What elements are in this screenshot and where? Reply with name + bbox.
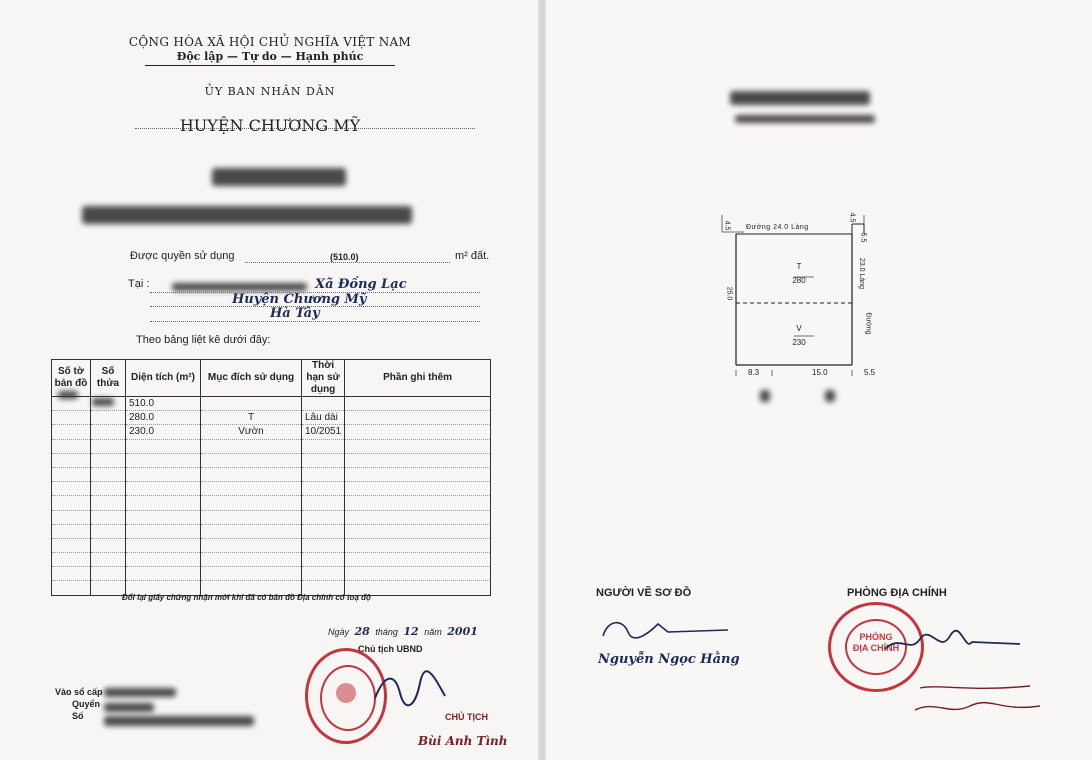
table-row [52, 453, 491, 467]
signature-name: Bùi Anh Tình [418, 734, 508, 748]
table-cell [201, 567, 302, 581]
table-cell [345, 510, 491, 524]
chairman-title: Chủ tịch UBND [358, 644, 423, 654]
table-cell [91, 510, 126, 524]
country-heading: CỘNG HÒA XÃ HỘI CHỦ NGHĨA VIỆT NAM [128, 35, 412, 49]
table-cell [201, 482, 302, 496]
table-cell [345, 538, 491, 552]
table-cell [91, 397, 126, 411]
table-cell [91, 553, 126, 567]
plot-bottom-left: 8.3 [748, 368, 760, 377]
table-cell [126, 496, 201, 510]
plot-left-length: 25.0 [725, 286, 733, 301]
table-cell: 10/2051 [302, 425, 345, 439]
table-cell [91, 482, 126, 496]
table-row [52, 439, 491, 453]
plot-bottom-mid: 15.0 [812, 368, 828, 377]
register-label: Vào sổ cấp [55, 687, 103, 697]
table-cell [201, 524, 302, 538]
table-row [52, 467, 491, 481]
book-label: Quyển [72, 699, 101, 709]
table-cell [91, 567, 126, 581]
drawer-signature [598, 614, 738, 644]
area-value: (510.0) [330, 252, 359, 262]
table-cell [52, 524, 91, 538]
office-name-scribble [910, 682, 1050, 722]
table-cell [345, 453, 491, 467]
area-unit: m² đất. [455, 250, 490, 262]
table-cell [302, 397, 345, 411]
location-province: Hà Tây [270, 306, 320, 321]
table-cell [201, 496, 302, 510]
list-intro: Theo bảng liệt kê dưới đây: [136, 334, 271, 346]
plot-corner-tl: 4.5 [723, 220, 731, 231]
signature-title: CHỦ TỊCH [445, 712, 488, 722]
redacted-book [104, 703, 154, 712]
table-cell [126, 510, 201, 524]
plot-diagram [714, 210, 894, 385]
redacted-plot-note-1 [760, 390, 770, 402]
table-cell [345, 496, 491, 510]
table-cell [345, 411, 491, 425]
issue-date [328, 625, 478, 638]
table-cell [345, 439, 491, 453]
table-cell [201, 553, 302, 567]
table-cell [302, 453, 345, 467]
table-row [52, 553, 491, 567]
table-cell [91, 411, 126, 425]
plot-bottom-right: 5.5 [864, 368, 876, 377]
table-cell [302, 439, 345, 453]
table-cell [52, 439, 91, 453]
table-cell [52, 425, 91, 439]
table-cell [126, 439, 201, 453]
table-row [52, 510, 491, 524]
table-cell: T [201, 411, 302, 425]
footnote: Đổi lại giấy chứng nhận mới khi đã có bản đồ Địa chính có toạ độ [122, 593, 371, 602]
table-row [52, 567, 491, 581]
table-row [52, 411, 491, 425]
date-year: 2001 [447, 625, 478, 638]
table-row [52, 425, 491, 439]
date-month: 12 [403, 625, 419, 638]
plot-corner-right: 5.5 [859, 232, 867, 243]
redacted-address [172, 283, 307, 291]
redacted-number [104, 716, 254, 726]
plot-upper-area: 280 [792, 276, 806, 285]
table-cell [52, 467, 91, 481]
table-cell [302, 524, 345, 538]
table-cell [345, 397, 491, 411]
plot-upper-code: T [796, 262, 802, 271]
table-cell [91, 538, 126, 552]
table-cell [345, 482, 491, 496]
district-name: HUYỆN CHƯƠNG MỸ [179, 116, 361, 135]
table-cell [91, 439, 126, 453]
table-cell [126, 567, 201, 581]
land-table-body [52, 397, 491, 596]
table-cell [52, 453, 91, 467]
table-cell [91, 524, 126, 538]
chairman-signature [370, 668, 450, 710]
table-cell [91, 467, 126, 481]
table-cell [345, 425, 491, 439]
table-cell [52, 496, 91, 510]
table-row [52, 524, 491, 538]
col-header-sheet: Số tờ bản đồ [52, 360, 91, 397]
redacted-owner [82, 206, 412, 224]
plot-right-label-b: Đường [864, 312, 872, 335]
drawer-title: NGƯỜI VẼ SƠ ĐỒ [596, 587, 692, 599]
table-cell [201, 467, 302, 481]
location-line-3 [150, 321, 480, 322]
office-signature [880, 624, 1030, 664]
col-header-area: Diện tích (m²) [126, 360, 201, 397]
plot-top-label: Đường 24.0 Làng [746, 224, 809, 231]
date-prefix: Ngày [328, 627, 350, 637]
date-month-label: tháng [375, 627, 398, 637]
table-cell [302, 510, 345, 524]
table-cell [345, 467, 491, 481]
table-cell [302, 482, 345, 496]
table-cell [201, 453, 302, 467]
table-cell [91, 581, 126, 595]
number-label: Số [72, 711, 84, 721]
table-cell: Vườn [201, 425, 302, 439]
office-title: PHÒNG ĐỊA CHÍNH [847, 587, 947, 599]
header-rule [145, 65, 395, 66]
office-stamp-text: PHÒNG ĐỊA CHÍNH [852, 632, 900, 653]
redacted-title [212, 168, 346, 186]
table-cell [126, 453, 201, 467]
date-year-label: năm [424, 627, 442, 637]
redacted-plot-note-2 [825, 390, 835, 402]
location-label: Tại : [128, 278, 150, 290]
table-cell [52, 482, 91, 496]
table-cell [201, 538, 302, 552]
table-cell: 280.0 [126, 411, 201, 425]
redacted-right-subheader [735, 115, 875, 123]
table-cell: Lâu dài [302, 411, 345, 425]
table-cell [302, 467, 345, 481]
redacted-register [104, 688, 176, 697]
table-row [52, 482, 491, 496]
table-row [52, 397, 491, 411]
land-table [51, 359, 491, 596]
table-cell [345, 524, 491, 538]
left-page [0, 0, 540, 760]
location-commune: Xã Đồng Lạc [315, 277, 407, 292]
table-cell [52, 581, 91, 595]
table-cell [201, 397, 302, 411]
table-cell [302, 553, 345, 567]
table-cell [126, 482, 201, 496]
table-cell [302, 567, 345, 581]
table-cell [345, 567, 491, 581]
motto: Độc lập — Tự do — Hạnh phúc [176, 50, 364, 63]
table-cell [91, 425, 126, 439]
date-day: 28 [354, 625, 370, 638]
plot-lower-code: V [796, 324, 802, 333]
table-cell [302, 496, 345, 510]
table-cell [52, 567, 91, 581]
rights-line [245, 262, 450, 263]
table-cell [52, 510, 91, 524]
table-cell [52, 411, 91, 425]
table-row [52, 496, 491, 510]
table-cell [201, 510, 302, 524]
plot-corner-tr: 4.5 [848, 212, 856, 223]
col-header-notes: Phần ghi thêm [345, 360, 491, 397]
table-cell [201, 439, 302, 453]
table-cell: 510.0 [126, 397, 201, 411]
committee-label: ỦY BAN NHÂN DÂN [204, 85, 336, 98]
table-cell [345, 553, 491, 567]
table-cell [302, 538, 345, 552]
rights-label: Được quyền sử dụng [130, 250, 235, 262]
location-district: Huyện Chương Mỹ [232, 292, 367, 307]
col-header-parcel: Số thửa [91, 360, 126, 397]
table-cell [52, 553, 91, 567]
plot-right-label-a: 23.0 Làng [858, 257, 866, 290]
table-row [52, 538, 491, 552]
table-cell [52, 538, 91, 552]
drawer-name: Nguyễn Ngọc Hằng [598, 652, 740, 667]
plot-lower-area: 230 [792, 338, 806, 347]
table-cell [91, 453, 126, 467]
table-cell: 230.0 [126, 425, 201, 439]
table-cell [126, 467, 201, 481]
table-cell [126, 524, 201, 538]
redacted-right-header [730, 91, 870, 105]
col-header-purpose: Mục đích sử dụng [201, 360, 302, 397]
table-cell [52, 397, 91, 411]
table-cell [126, 553, 201, 567]
table-cell [91, 496, 126, 510]
col-header-term: Thời hạn sử dụng [302, 360, 345, 397]
table-cell [126, 538, 201, 552]
